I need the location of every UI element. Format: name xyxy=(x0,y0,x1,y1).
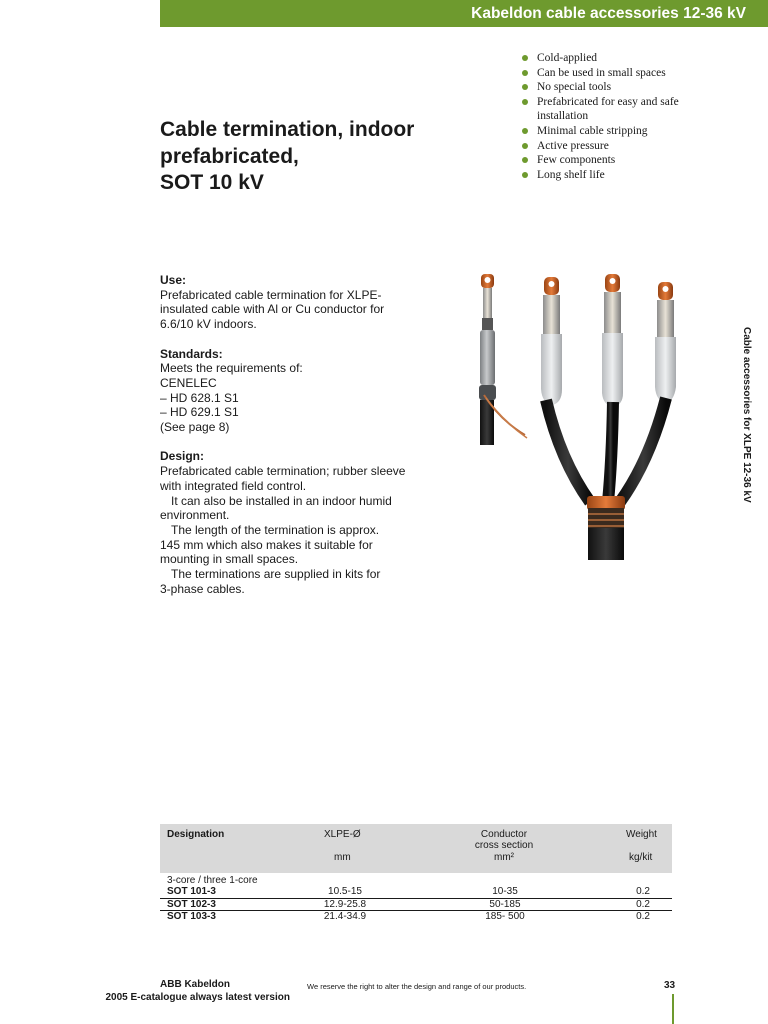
bullet-icon xyxy=(522,157,528,163)
table-row: SOT 101-3 10.5-15 10-35 0.2 xyxy=(167,886,650,897)
use-heading: Use: xyxy=(160,273,187,287)
header-cross-section: cross section xyxy=(474,840,534,851)
feature-item: Cold-applied xyxy=(522,51,722,66)
footer-company: ABB Kabeldon 2005 E-catalogue always latest version xyxy=(105,979,290,1003)
feature-item: Minimal cable stripping xyxy=(522,124,722,139)
bullet-icon xyxy=(522,55,528,61)
feature-item: No special tools xyxy=(522,80,722,95)
table-row: SOT 103-3 21.4-34.9 185- 500 0.2 xyxy=(160,910,672,922)
group-label: 3-core / three 1-core xyxy=(167,875,258,886)
table-body xyxy=(160,873,672,933)
header-xlpe-unit: mm xyxy=(334,852,351,863)
spec-table xyxy=(160,824,672,933)
footer-rule xyxy=(672,994,674,1024)
feature-item: Can be used in small spaces xyxy=(522,66,722,81)
header-conductor: Conductor xyxy=(480,829,528,840)
bullet-icon xyxy=(522,70,528,76)
single-termination xyxy=(479,274,527,445)
page-title: Cable termination, indoor prefabricated, SOT 10 kV xyxy=(160,118,415,194)
header-designation: Designation xyxy=(167,829,225,840)
header-weight-unit: kg/kit xyxy=(629,852,653,863)
bullet-icon xyxy=(522,172,528,178)
feature-item: Active pressure xyxy=(522,139,722,154)
footer-disclaimer: We reserve the right to alter the design and range of our products. xyxy=(307,982,527,991)
bullet-icon xyxy=(522,128,528,134)
side-label: Cable accessories for XLPE 12-36 kV xyxy=(741,327,752,503)
feature-list xyxy=(522,51,722,182)
header-conductor-unit: mm² xyxy=(494,852,514,863)
bullet-icon xyxy=(522,99,528,105)
header-xlpe: XLPE-Ø xyxy=(324,829,361,840)
bullet-icon xyxy=(522,143,528,149)
product-photo xyxy=(470,270,690,570)
feature-item: Few components xyxy=(522,153,722,168)
feature-item: Long shelf life xyxy=(522,168,722,183)
header-bar xyxy=(160,0,768,27)
standards-heading: Standards: xyxy=(160,346,223,361)
table-row: SOT 102-3 12.9-25.8 50-185 0.2 xyxy=(160,898,672,910)
header-weight: Weight xyxy=(626,829,657,840)
table-header xyxy=(160,824,672,873)
header-title: Kabeldon cable accessories 12-36 kV xyxy=(471,4,746,22)
bullet-icon xyxy=(522,84,528,90)
feature-item: Prefabricated for easy and safe installation xyxy=(522,95,722,124)
design-heading: Design: xyxy=(160,449,205,464)
body-text: Use: Prefabricated cable termination for XLPE- insulated cable with Al or Cu conductor for 6.6/10 kV indoors. Standards: Meets the requirements of: CENELEC – HD 628.1 S1 – HD 629.1 S1 (See page 8) Design: Prefabricated cable termination; rubber sleeve with integrated field control. It can also be installed in an indoor humid environment. The length of the termination is approx. 145 mm which also makes it suitable for mounting in small spaces. The terminations are supplied in kits for 3-phase cables. xyxy=(160,273,440,596)
page-number: 33 xyxy=(664,980,676,991)
three-core-termination xyxy=(541,274,676,560)
